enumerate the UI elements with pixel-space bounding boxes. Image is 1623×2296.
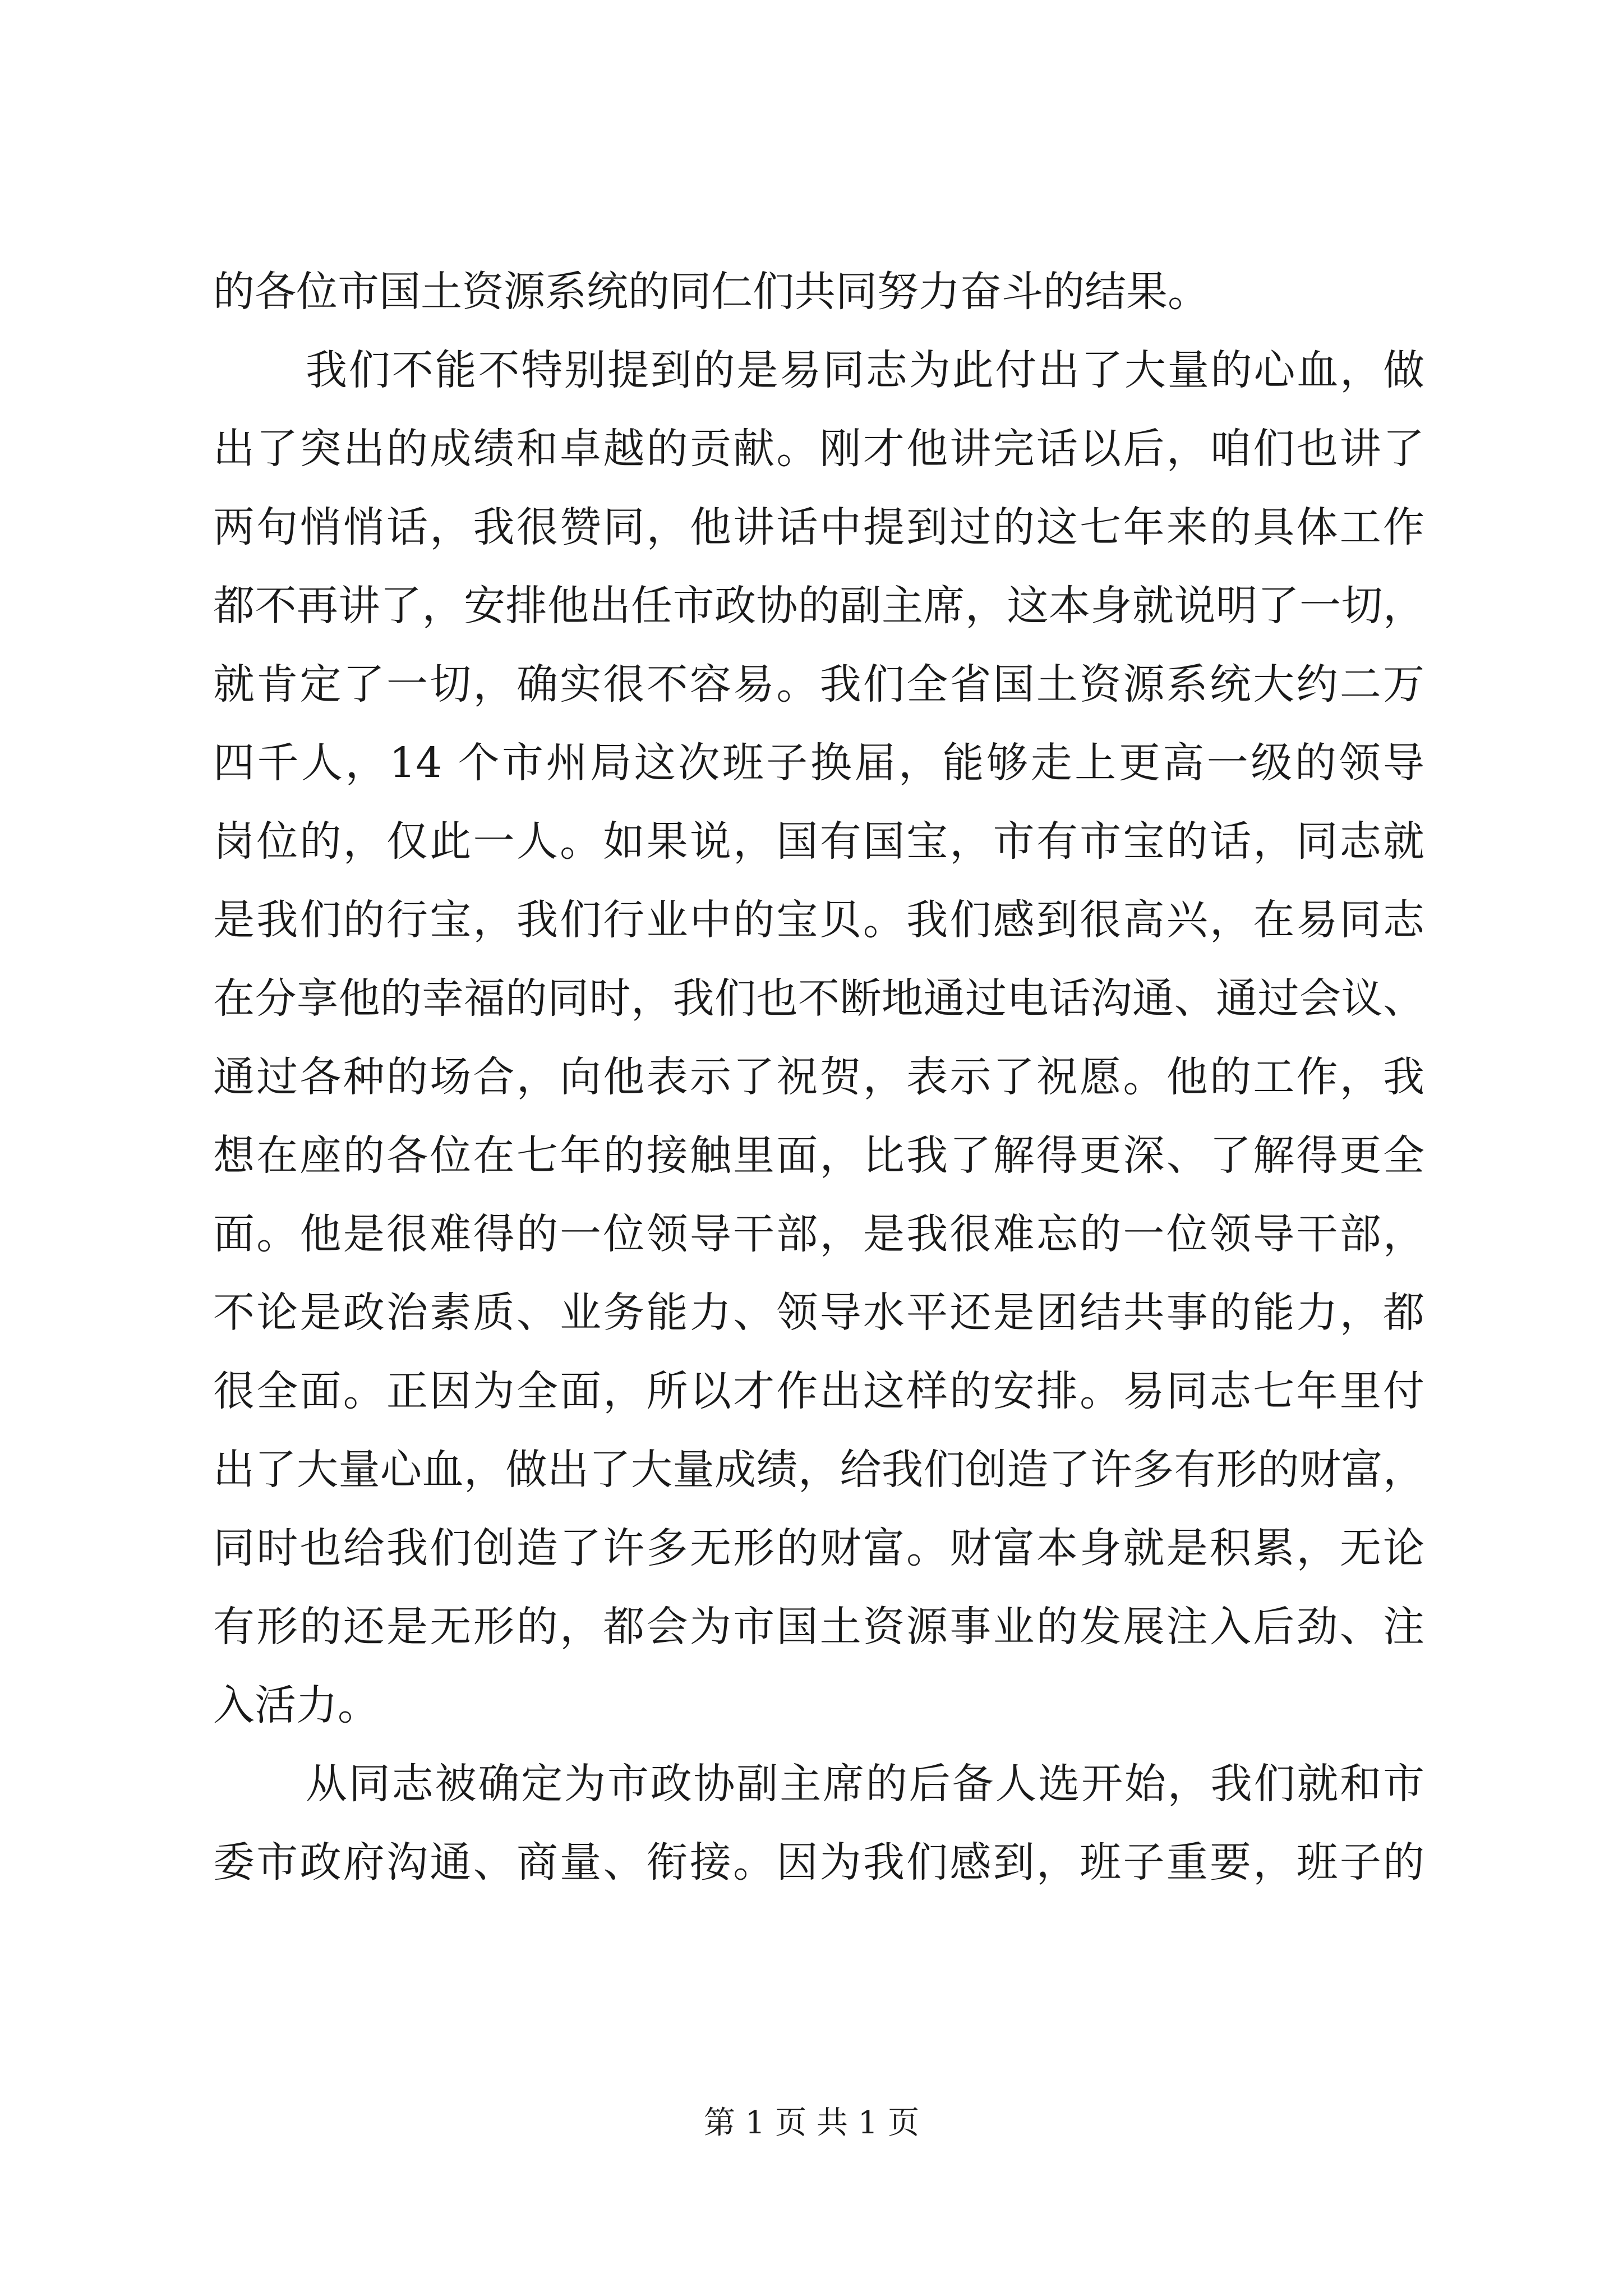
- text-line: 就肯定了一切，确实很不容易。我们全省国土资源系统大约二万: [213, 660, 1424, 708]
- text-line: 委市政府沟通、商量、衔接。因为我们感到，班子重要，班子的: [213, 1838, 1424, 1887]
- text-line: 四千人，14 个市州局这次班子换届，能够走上更高一级的领导: [213, 739, 1424, 787]
- text-line: 岗位的，仅此一人。如果说，国有国宝，市有市宝的话，同志就: [213, 817, 1424, 866]
- text-line: 面。他是很难得的一位领导干部，是我很难忘的一位领导干部，: [213, 1210, 1424, 1258]
- text-line: 都不再讲了，安排他出任市政协的副主席，这本身就说明了一切，: [213, 582, 1424, 630]
- text-line: 通过各种的场合，向他表示了祝贺，表示了祝愿。他的工作，我: [213, 1053, 1424, 1101]
- text-line: 想在座的各位在七年的接触里面，比我了解得更深、了解得更全: [213, 1131, 1424, 1180]
- text-line: 是我们的行宝，我们行业中的宝贝。我们感到很高兴，在易同志: [213, 896, 1424, 944]
- text-line: 两句悄悄话，我很赞同，他讲话中提到过的这七年来的具体工作: [213, 503, 1424, 551]
- text-line: 出了大量心血，做出了大量成绩，给我们创造了许多有形的财富，: [213, 1446, 1424, 1494]
- text-line: 有形的还是无形的，都会为市国土资源事业的发展注入后劲、注: [213, 1603, 1424, 1651]
- document-body: [213, 252, 1424, 1902]
- text-line: 同时也给我们创造了许多无形的财富。财富本身就是积累，无论: [213, 1524, 1424, 1572]
- text-line: 的各位市国土资源系统的同仁们共同努力奋斗的结果。: [213, 268, 1209, 316]
- text-line: 不论是政治素质、业务能力、领导水平还是团结共事的能力，都: [213, 1289, 1424, 1337]
- page-number-footer: 第 1 页 共 1 页: [703, 2105, 920, 2141]
- text-line: 从同志被确定为市政协副主席的后备人选开始，我们就和市: [306, 1760, 1424, 1808]
- text-line: 很全面。正因为全面，所以才作出这样的安排。易同志七年里付: [213, 1367, 1424, 1415]
- text-line: 出了突出的成绩和卓越的贡献。刚才他讲完话以后，咱们也讲了: [213, 425, 1424, 473]
- text-line: 在分享他的幸福的同时，我们也不断地通过电话沟通、通过会议、: [213, 974, 1424, 1023]
- text-line: 入活力。: [213, 1681, 379, 1729]
- text-line: 我们不能不特别提到的是易同志为此付出了大量的心血，做: [306, 346, 1424, 394]
